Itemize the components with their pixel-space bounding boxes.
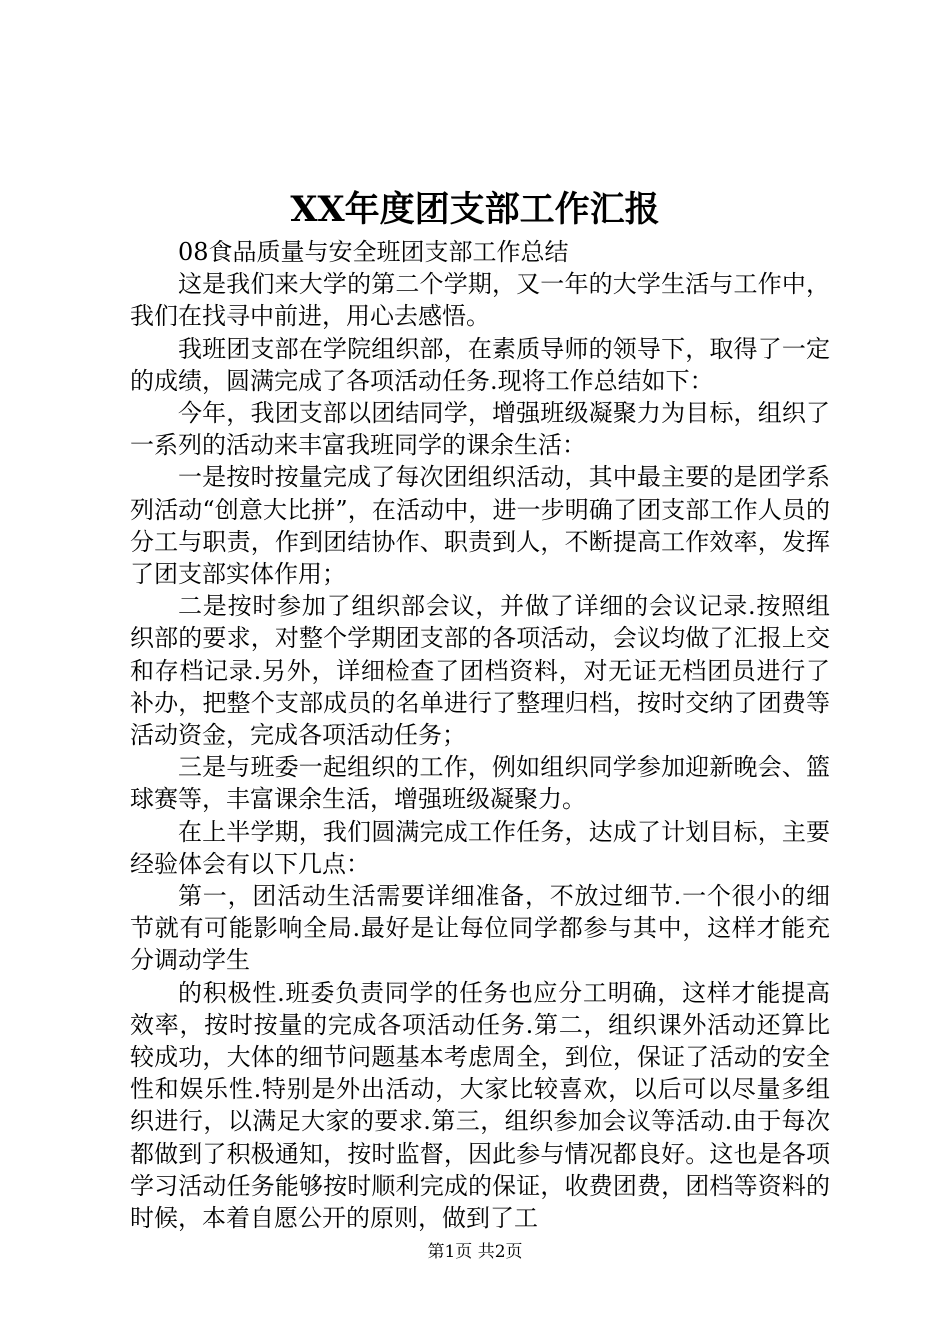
document-body [130,236,830,1234]
page-number-footer: 第1页 共2页 [427,1242,523,1262]
paragraph-7: 在上半学期，我们圆满完成工作任务，达成了计划目标，主要经验体会有以下几点： [130,817,830,878]
paragraph-9: 的积极性.班委负责同学的任务也应分工明确，这样才能提高效率，按时按量的完成各项活动任务.第二，组织课外活动还算比较成功，大体的细节问题基本考虑周全，到位，保证了活动的安全性和娱乐性.特别是外出活动，大家比较喜欢，以后可以尽量多组织进行，以满足大家的要求.第三，组织参加会议等活动.由于每次都做到了积极通知，按时监督，因此参与情况都良好。这也是各项学习活动任务能够按时顺利完成的保证，收费团费，团档等资料的时候，本着自愿公开的原则，做到了工 [130,978,830,1233]
paragraph-3: 今年，我团支部以团结同学，增强班级凝聚力为目标，组织了一系列的活动来丰富我班同学的课余生活： [130,399,830,460]
paragraph-4: 一是按时按量完成了每次团组织活动，其中最主要的是团学系列活动“创意大比拼”，在活动中，进一步明确了团支部工作人员的分工与职责，作到团结协作、职责到人，不断提高工作效率，发挥了团支部实体作用； [130,463,830,589]
paragraph-5: 二是按时参加了组织部会议，并做了详细的会议记录.按照组织部的要求，对整个学期团支部的各项活动，会议均做了汇报上交和存档记录.另外，详细检查了团档资料，对无证无档团员进行了补办，把整个支部成员的名单进行了整理归档，按时交纳了团费等活动资金，完成各项活动任务； [130,592,830,750]
paragraph-8: 第一，团活动生活需要详细准备，不放过细节.一个很小的细节就有可能影响全局.最好是让每位同学都参与其中，这样才能充分调动学生 [130,882,830,975]
document-subtitle: 08食品质量与安全班团支部工作总结 [178,238,569,266]
paragraph-1: 这是我们来大学的第二个学期，又一年的大学生活与工作中，我们在找寻中前进，用心去感悟。 [130,270,830,331]
paragraph-6: 三是与班委一起组织的工作，例如组织同学参加迎新晚会、篮球赛等，丰富课余生活，增强班级凝聚力。 [130,753,830,814]
page-title: XX年度团支部工作汇报 [290,189,660,230]
paragraph-2: 我班团支部在学院组织部，在素质导师的领导下，取得了一定的成绩，圆满完成了各项活动任务.现将工作总结如下： [130,334,830,395]
